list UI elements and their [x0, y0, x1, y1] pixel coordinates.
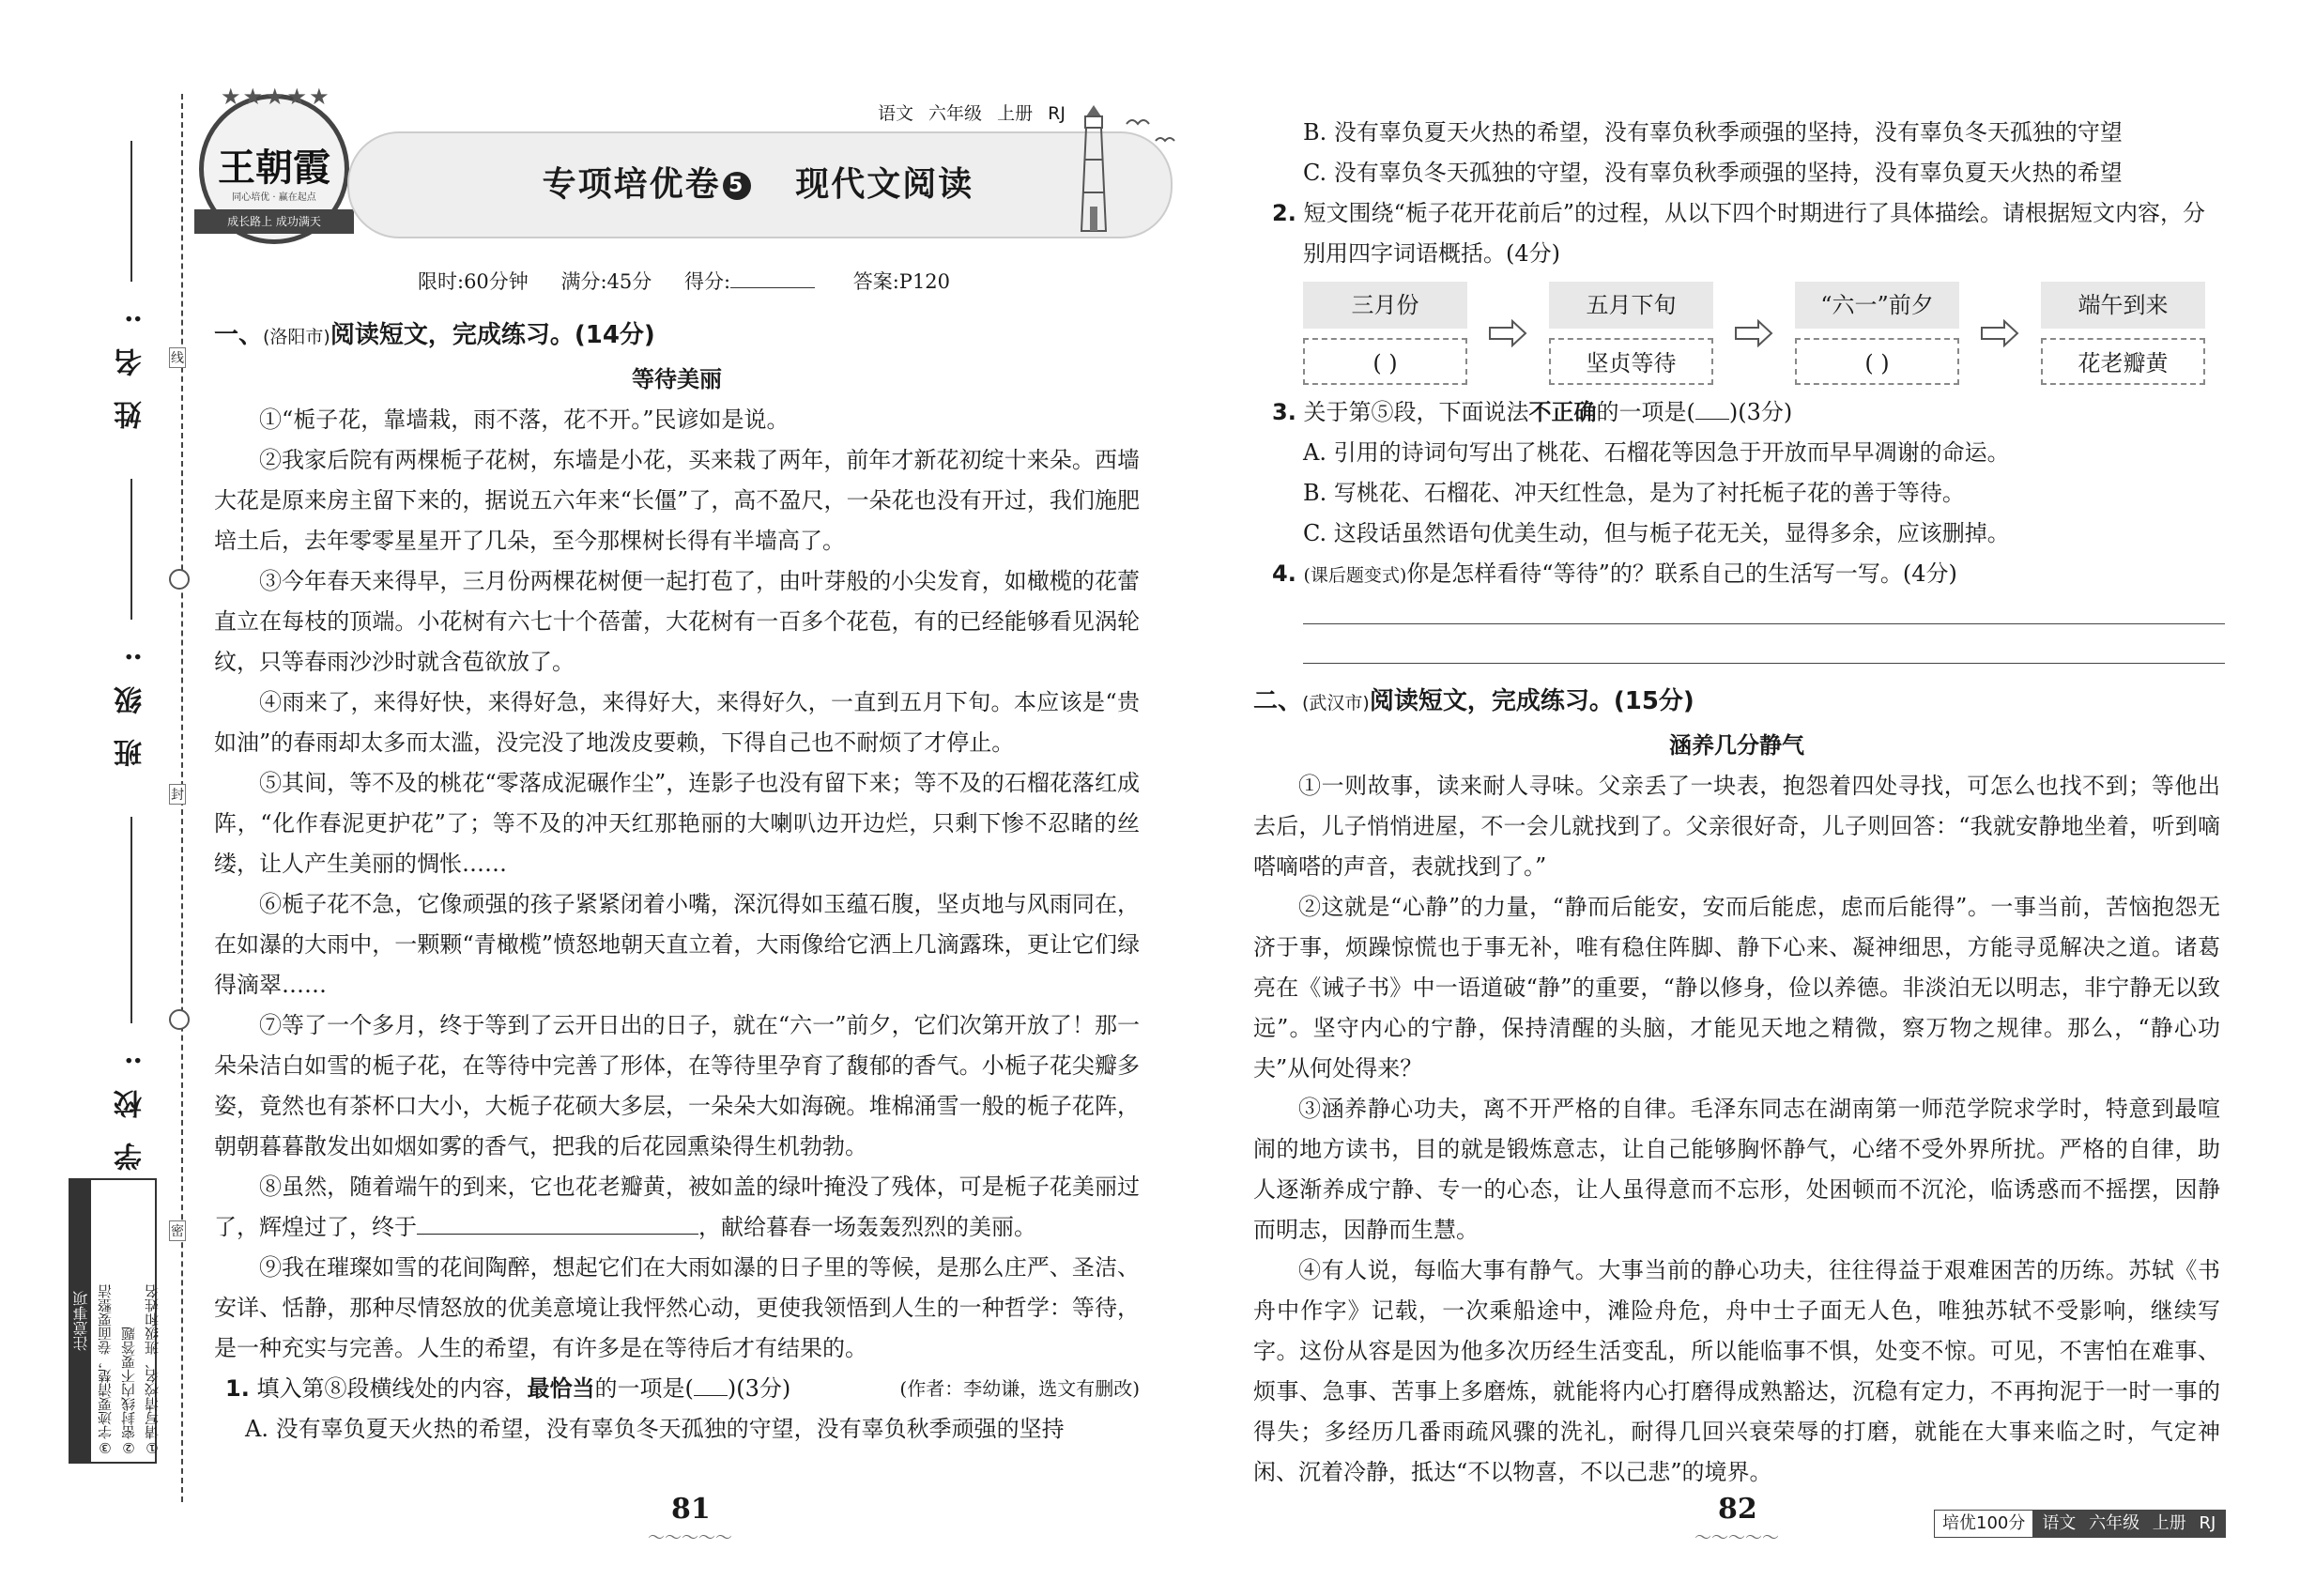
article1-paragraph: ④雨来了，来得好快，来得好急，来得好大，来得好久，一直到五月下旬。本应该是“贵如油”的春雨却太多而太滥，没完没了地泼皮要赖，下得自己也不耐烦了才停止。 — [214, 689, 1140, 756]
punch-hole-icon — [169, 1009, 190, 1030]
notice-header: 注意事项 — [70, 1180, 91, 1462]
article2-paragraph: ④有人说，每临大事有静气。大事当前的静心功夫，往往得益于艰难困苦的历练。苏轼《书舟中作字》记载，一次乘船途中，滩险舟危，舟中士子面无人色，唯独苏轼不受影响，继续写字。这份从容是因为他多次历经生活变乱，所以能临事不惧，处变不惊。可见，不害怕在难事、烦事、急事、苦事上多磨炼，就能将内心打磨得成熟豁达，沉稳有定力，不再拘泥于一时一事的得失；多经历几番雨疏风骤的洗礼，耐得几回兴衰荣辱的打磨，就能在大事来临之时，气定神闲、沉着冷静，抵达“不以物喜，不以己悲”的境界。 — [1253, 1257, 2220, 1485]
arrow-right-icon — [1488, 319, 1527, 347]
flow-answer-2: 坚贞等待 — [1549, 338, 1713, 385]
notice-item: ①请写清校名、班级和姓名 — [144, 1284, 161, 1456]
answer-line[interactable] — [1303, 663, 2225, 664]
flow-period-3: “六一”前夕 — [1795, 282, 1959, 329]
question-2: 2. 短文围绕“栀子花开花前后”的过程，从以下四个时期进行了具体描绘。请根据短文内容，分别用四字词语概括。(4分) — [1272, 200, 2206, 267]
title-suffix: 现代文阅读 — [795, 165, 974, 204]
article1-paragraph: ①“栀子花，靠墙栽，雨不落，花不开。”民谚如是说。 — [259, 407, 790, 433]
article1-paragraph: ②我家后院有两棵栀子花树，东墙是小花，买来栽了两年，前年才新花初绽十来朵。西墙大花是原来房主留下来的，据说五六年来“长僵”了，高不盈尺，一朵花也没有开过，我们施肥培土后，去年零零星星开了几朵，至今那棵树长得有半墙高了。 — [214, 447, 1140, 554]
logo-slogan: 同心培优 · 赢在起点 — [232, 192, 316, 203]
section2 — [1253, 680, 2220, 1493]
article2-paragraph: ③涵养静心功夫，离不开严格的自律。毛泽东同志在湖南第一师范学院求学时，特意到最喧闹的地方读书，目的就是锻炼意志，让自己能够胸怀静气，心绪不受外界所扰。严格的自律，助人逐渐养成宁静、专一的心态，让人虽得意而不忘形，处困顿而不沉沦，临诱惑而不摇摆，因静而明志，因静而生慧。 — [1253, 1096, 2220, 1243]
footer-brand-bar — [1934, 1510, 2226, 1538]
article2-paragraph: ①一则故事，读来耐人寻味。父亲丢了一块表，抱怨着四处寻找，可怎么也找不到；等他出去后，儿子悄悄进屋，不一会儿就找到了。父亲很好奇，儿子则回答：“我就安静地坐着，听到嘀嗒嘀嗒的声音，表就找到了。” — [1253, 773, 2220, 880]
question-1-option-b[interactable]: B. 没有辜负夏天火热的希望，没有辜负秋季顽强的坚持，没有辜负冬天孤独的守望 — [1303, 119, 2123, 146]
section1-source: (洛阳市) — [263, 327, 330, 347]
punch-hole-icon — [169, 569, 190, 590]
question-3-option-a[interactable]: A. 引用的诗词句写出了桃花、石榴花等因急于开放而早早凋谢的命运。 — [1303, 439, 2010, 466]
page-title — [347, 158, 1169, 206]
question-3-option-c[interactable]: C. 这段话虽然语句优美生动，但与栀子花无关，显得多余，应该删掉。 — [1303, 520, 2010, 546]
article1-paragraph: ⑤其间，等不及的桃花“零落成泥碾作尘”，连影子也没有留下来；等不及的石榴花落红成阵，“化作春泥更护花”了；等不及的冲天红那艳丽的大喇叭边开边烂，只剩下惨不忍睹的丝缕，让人产生美丽的惆怅…… — [214, 770, 1140, 877]
flow-answer-3[interactable]: ( ) — [1795, 338, 1959, 385]
stars-icon: ★★★★★ — [221, 84, 331, 110]
score-label: 得分: — [683, 270, 731, 293]
right-column-top — [1272, 113, 2220, 274]
section2-heading: 二、(武汉市)阅读短文，完成练习。(15分) — [1253, 687, 1694, 715]
subject-label: 语文 六年级 上册 RJ — [878, 103, 1066, 124]
school-field[interactable] — [103, 817, 160, 1171]
article1-paragraph-8: ⑧虽然，随着端午的到来，它也花老瓣黄，被如盖的绿叶掩没了残体，可是栀子花美丽过了，辉煌过了，终于 ，献给暮春一场轰轰烈烈的美丽。 — [214, 1174, 1140, 1240]
footer-subject: 语文 六年级 上册 RJ — [2032, 1511, 2225, 1537]
class-label: 班级: — [115, 627, 147, 768]
logo-ribbon: 成长路上 成功满天 — [194, 209, 354, 234]
cut-char-feng: 封 — [169, 784, 186, 805]
section2-source: (武汉市) — [1302, 693, 1370, 714]
full-score: 满分:45分 — [560, 270, 652, 293]
answer-blank[interactable] — [694, 1374, 728, 1396]
cut-char-mi: 密 — [169, 1220, 186, 1241]
notice-item: ②密封线内不要答题 — [120, 1327, 137, 1456]
name-label: 姓名: — [115, 289, 147, 430]
question-3: 3. 关于第⑤段，下面说法不正确的一项是( )(3分) — [1272, 399, 1793, 425]
lighthouse-icon — [1075, 103, 1112, 235]
flow-answer-4: 花老瓣黄 — [2041, 338, 2205, 385]
question-3-option-b[interactable]: B. 写桃花、石榴花、冲天红性急，是为了衬托栀子花的善于等待。 — [1303, 480, 1965, 506]
title-prefix: 专项培优卷 — [542, 165, 721, 204]
article2-paragraph: ②这就是“心静”的力量，“静而后能安，安而后能虑，虑而后能得”。一事当前，苦恼抱怨无济于事，烦躁惊慌也于事无补，唯有稳住阵脚、静下心来、凝神细思，方能寻觅解决之道。诸葛亮在《诫子书》中一语道破“静”的重要，“静以修身，俭以养德。非淡泊无以明志，非宁静无以致远”。坚守内心的宁静，保持清醒的头脑，才能见天地之精微，察万物之规律。那么，“静心功夫”从何处得来？ — [1253, 894, 2220, 1082]
article1-paragraph: ⑥栀子花不急，它像顽强的孩子紧紧闭着小嘴，深沉得如玉蕴石腹，坚贞地与风雨同在，在如瀑的大雨中，一颗颗“青橄榄”愤怒地朝天直立着，大雨像给它洒上几滴露珠，更让它们绿得滴翠…… — [214, 891, 1140, 998]
question-1: 1. 填入第⑧段横线处的内容，最恰当的一项是( )(3分) — [225, 1375, 791, 1402]
question-1-option-c[interactable]: C. 没有辜负冬天孤独的守望，没有辜负秋季顽强的坚持，没有辜负夏天火热的希望 — [1303, 160, 2123, 186]
answer-ref: 答案:P120 — [852, 270, 951, 293]
right-column-questions — [1272, 392, 2220, 596]
section1-heading: 一、(洛阳市)阅读短文，完成练习。(14分) — [214, 321, 655, 349]
question-4: 4. (课后题变式)你是怎样看待“等待”的？联系自己的生活写一写。(4分) — [1272, 560, 1957, 587]
article1-title: 等待美丽 — [632, 366, 722, 392]
answer-line[interactable] — [1303, 623, 2225, 624]
article1-paragraph: ⑦等了一个多月，终于等到了云开日出的日子，就在“六一”前夕，它们次第开放了！那一朵朵洁白如雪的栀子花，在等待中完善了形体，在等待里孕育了馥郁的香气。小栀子花尖瓣多姿，竟然也有茶杯口大小，大栀子花硕大多层，一朵朵大如海碗。堆棉涌雪一般的栀子花阵，朝朝暮暮散发出如烟如雾的香气，把我的后花园熏染得生机勃勃。 — [214, 1012, 1140, 1159]
school-writing-line[interactable] — [130, 817, 132, 1023]
arrow-right-icon — [1734, 319, 1773, 347]
flow-answer-1[interactable]: ( ) — [1303, 338, 1467, 385]
flow-period-1: 三月份 — [1303, 282, 1467, 329]
class-field[interactable] — [103, 479, 160, 767]
page-number-right: 82 — [1718, 1493, 1757, 1526]
article1-source: (作者：李幼谦，选文有删改) — [899, 1377, 1140, 1400]
flow-period-4: 端午到来 — [2041, 282, 2205, 329]
brand-logo — [199, 84, 349, 244]
footer-brand: 培优100分 — [1942, 1513, 2026, 1533]
birds-icon — [1122, 105, 1178, 152]
logo-brand-name: 王朝霞 — [218, 146, 330, 190]
notice-item: ③字迹要清楚，卷面要整洁 — [97, 1284, 114, 1456]
answer-blank[interactable] — [1695, 398, 1729, 420]
class-writing-line[interactable] — [130, 479, 132, 620]
title-number-badge: 5 — [723, 172, 751, 200]
flow-period-2: 五月下旬 — [1549, 282, 1713, 329]
page-deco: 〜〜〜〜〜 — [648, 1528, 732, 1548]
arrow-right-icon — [1980, 319, 2019, 347]
fill-blank[interactable] — [417, 1213, 698, 1235]
notice-box — [69, 1178, 161, 1464]
question-1-option-a[interactable]: A. 没有辜负夏天火热的希望，没有辜负冬天孤独的守望，没有辜负秋季顽强的坚持 — [245, 1416, 1065, 1442]
score-blank[interactable] — [730, 270, 815, 288]
exam-meta — [418, 267, 976, 295]
page-number-left: 81 — [671, 1493, 711, 1526]
article1-paragraph-9: ⑨我在璀璨如雪的花间陶醉，想起它们在大雨如瀑的日子里的等候，是那么庄严、圣洁、安详、恬静，那种尽情怒放的优美意境让我怦然心动，更使我领悟到人生的一种哲学：等待，是一种充实与完善。人生的希望，有许多是在等待后才有结果的。 (作者：李幼谦，选文有删改) — [214, 1248, 1140, 1369]
article2-title: 涵养几分静气 — [1669, 732, 1804, 759]
name-field[interactable] — [103, 141, 160, 429]
school-label: 学校: — [115, 1031, 147, 1172]
name-writing-line[interactable] — [130, 141, 132, 282]
article1-paragraph: ③今年春天来得早，三月份两棵花树便一起打苞了，由叶芽般的小尖发育，如橄榄的花蕾直立在每枝的顶端。小花树有六七十个蓓蕾，大花树有一百多个花苞，有的已经能够看见涡轮纹，只等春雨沙沙时就含苞欲放了。 — [214, 568, 1140, 675]
question-4-source: (课后题变式) — [1303, 565, 1407, 586]
cut-char-xian: 线 — [169, 347, 186, 368]
left-column — [214, 314, 1140, 1450]
time-limit: 限时:60分钟 — [418, 270, 529, 293]
page-deco: 〜〜〜〜〜 — [1694, 1528, 1779, 1548]
